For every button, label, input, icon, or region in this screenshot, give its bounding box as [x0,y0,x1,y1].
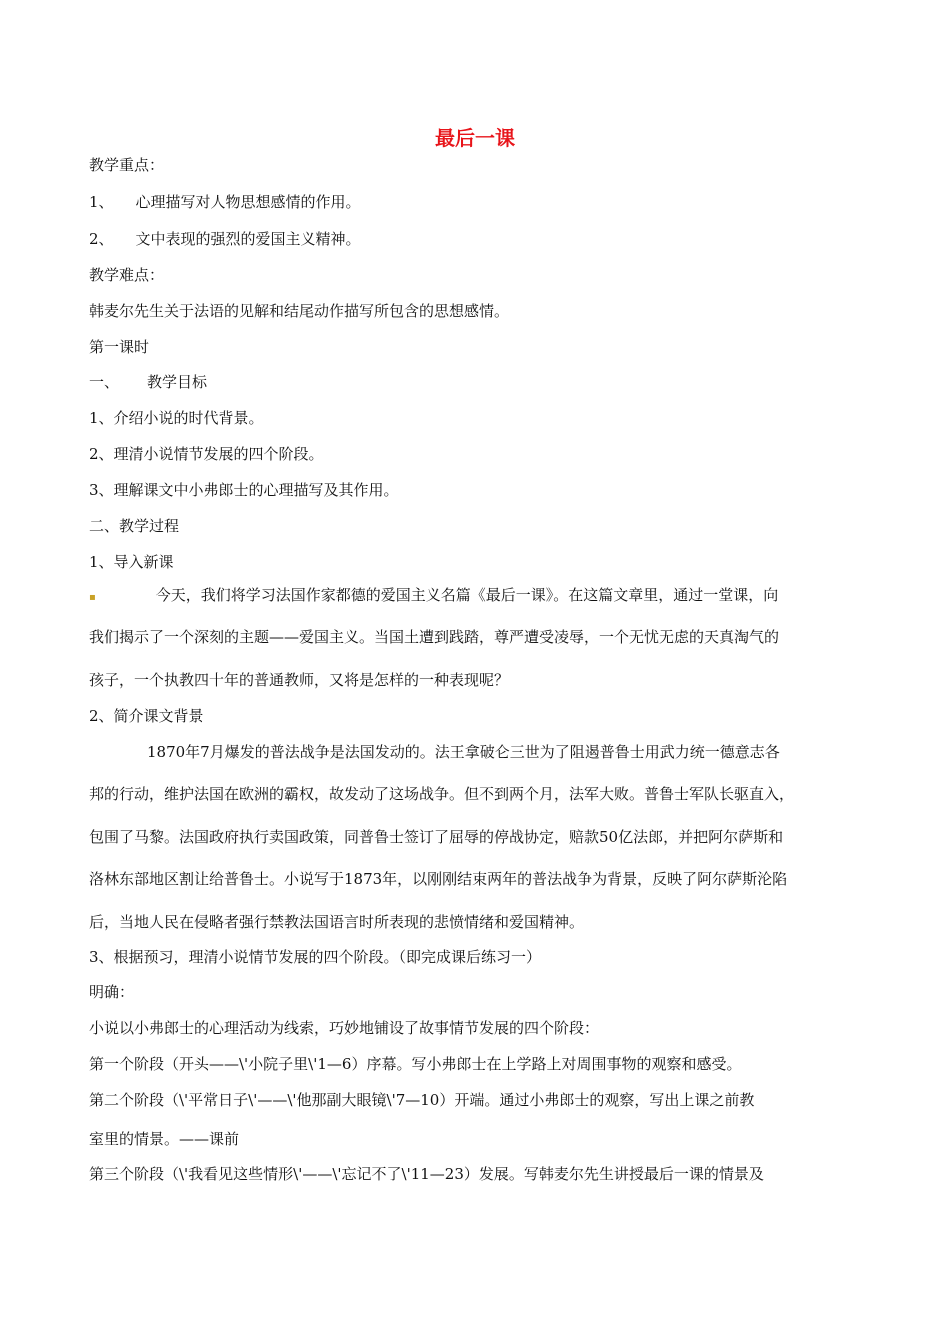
lesson-heading: 第一课时 [89,338,150,356]
list-number: 一、 [89,373,120,391]
list-text: 教学目标 [147,373,208,391]
paragraph-line: 1、介绍小说的时代背景。 [89,409,264,427]
section-heading-process: 二、教学过程 [89,517,180,535]
paragraph-line: 明确： [89,983,135,1001]
paragraph-line: 洛林东部地区割让给普鲁士。小说写于1873年，以刚刚结束两年的普法战争为背景，反映了阿尔萨斯沦陷 [89,870,788,888]
paragraph-line: 3、理解课文中小弗郎士的心理描写及其作用。 [89,481,399,499]
subsection-heading: 3、根据预习，理清小说情节发展的四个阶段。（即完成课后练习一） [89,948,542,966]
paragraph-line: 2、理清小说情节发展的四个阶段。 [89,445,324,463]
paragraph-line: 后，当地人民在侵略者强行禁教法国语言时所表现的悲愤情绪和爱国精神。 [89,913,585,931]
section-heading-difficulties: 教学难点： [89,266,165,284]
paragraph-line: 我们揭示了一个深刻的主题——爱国主义。当国土遭到践踏，尊严遭受凌辱，一个无忧无虑的天真淘气的 [89,628,780,646]
list-item [89,228,879,250]
paragraph-line [89,741,879,763]
paragraph-line: 第三个阶段（\'我看见这些情形\'——\'忘记不了\'11—23）发展。写韩麦尔先生讲授最后一课的情景及 [89,1165,764,1183]
subsection-heading: 1、导入新课 [89,553,174,571]
paragraph-line: 韩麦尔先生关于法语的见解和结尾动作描写所包含的思想感情。 [89,302,510,320]
paragraph-text: 1870年7月爆发的普法战争是法国发动的。法王拿破仑三世为了阻遏普鲁士用武力统一德意志各 [147,743,780,761]
paragraph-line: 邦的行动，维护法国在欧洲的霸权，故发动了这场战争。但不到两个月，法军大败。普鲁士军队长驱直入， [89,785,795,803]
list-item [89,191,879,213]
paragraph-line: 孩子，一个执教四十年的普通教师，又将是怎样的一种表现呢？ [89,671,510,689]
bullet-mark-icon: ▪ [89,592,96,603]
paragraph-line: 包围了马黎。法国政府执行卖国政策，同普鲁士签订了屈辱的停战协定，赔款50亿法郎，并把阿尔萨斯和 [89,828,784,846]
paragraph-line: 室里的情景。——课前 [89,1130,240,1148]
paragraph-line: 小说以小弗郎士的心理活动为线索，巧妙地铺设了故事情节发展的四个阶段： [89,1019,600,1037]
list-text: 文中表现的强烈的爱国主义精神。 [135,230,361,248]
list-item [89,371,879,393]
list-number: 2、 [89,230,114,248]
paragraph-line: 第一个阶段（开头——\'小院子里\'1—6）序幕。写小弗郎士在上学路上对周围事物的观察和感受。 [89,1055,742,1073]
list-number: 1、 [89,193,114,211]
paragraph-line: 第二个阶段（\'平常日子\'——\'他那副大眼镜\'7—10）开端。通过小弗郎士的观察，写出上课之前教 [89,1091,755,1109]
paragraph-line [89,584,879,609]
paragraph-text: 今天，我们将学习法国作家都德的爱国主义名篇《最后一课》。在这篇文章里，通过一堂课，向 [155,586,779,604]
section-heading-key-points: 教学重点： [89,156,165,174]
page-title: 最后一课 [435,126,515,150]
subsection-heading: 2、简介课文背景 [89,707,204,725]
list-text: 心理描写对人物思想感情的作用。 [135,193,361,211]
